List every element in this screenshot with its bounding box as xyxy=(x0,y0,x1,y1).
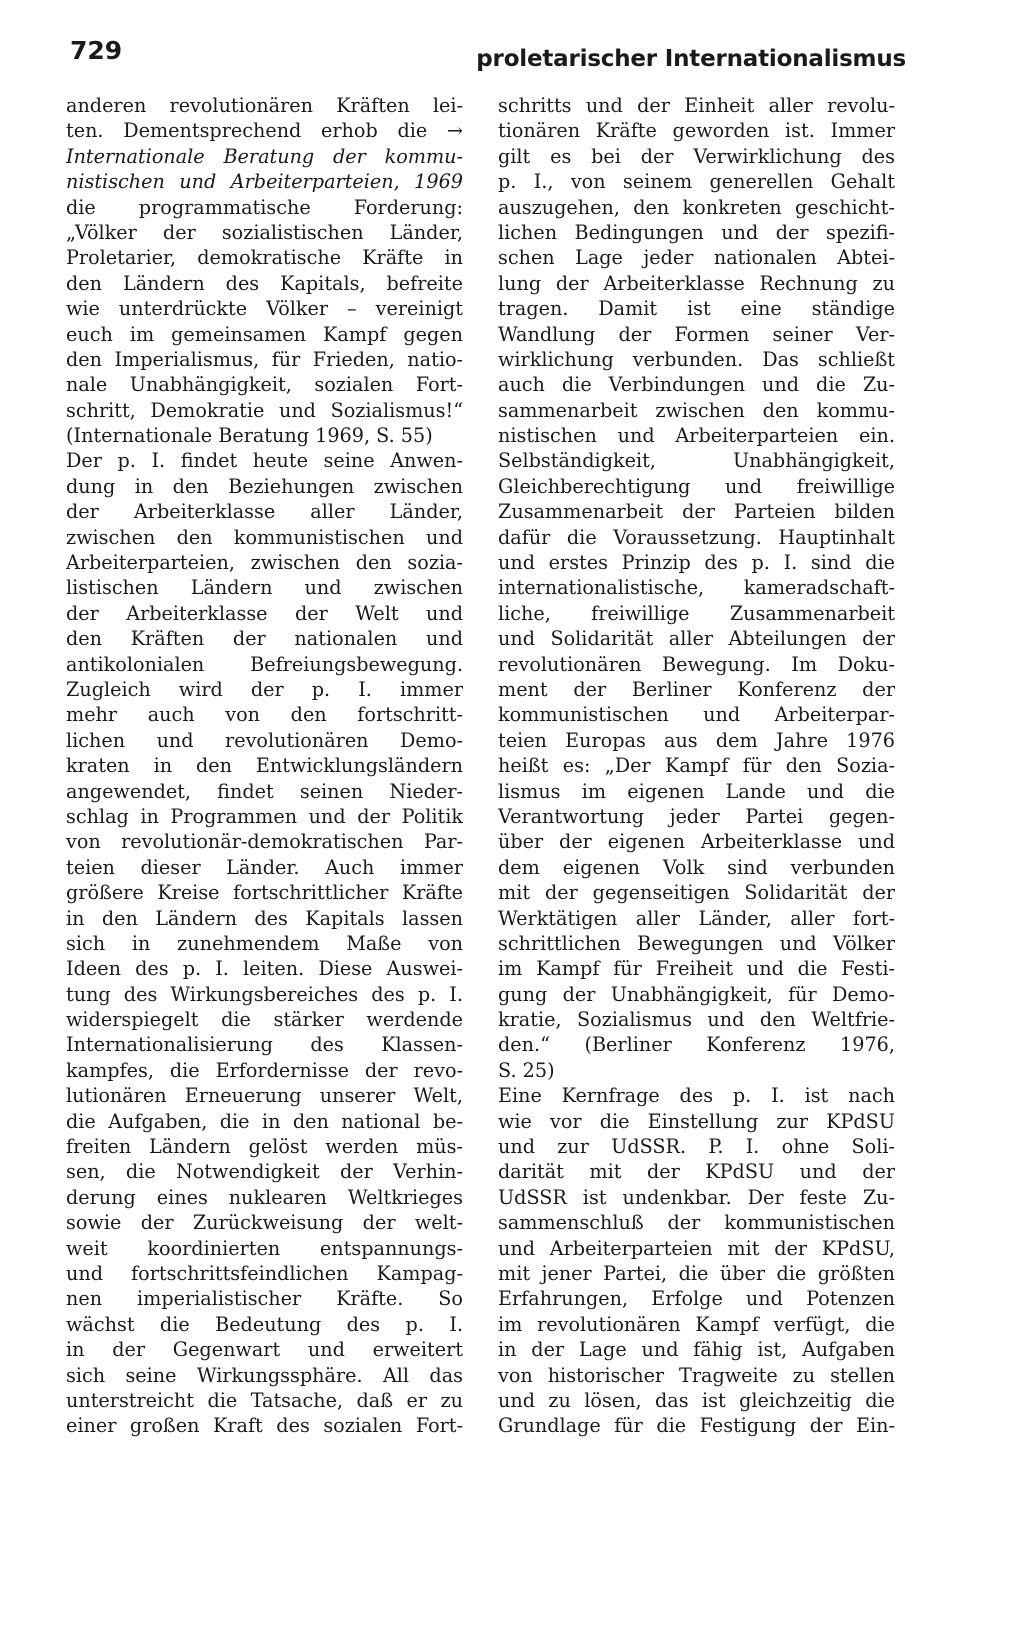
text-line: Verantwortung jeder Partei gegen- xyxy=(498,804,895,828)
text-line: im Kampf für Freiheit und die Festi- xyxy=(498,957,895,981)
text-line: einer großen Kraft des sozialen Fort- xyxy=(66,1414,463,1438)
text-line: kommunistischen und Arbeiterpar- xyxy=(498,703,895,727)
text-line: Wandlung der Formen seiner Ver- xyxy=(498,322,895,346)
text-line: im revolutionären Kampf verfügt, die xyxy=(498,1312,895,1336)
text-line: schrittlichen Bewegungen und Völker xyxy=(498,931,895,955)
text-line: „Völker der sozialistischen Länder, xyxy=(66,220,463,244)
text-line: den Ländern des Kapitals, befreite xyxy=(66,271,463,295)
text-line: liche, freiwillige Zusammenarbeit xyxy=(498,601,895,625)
text-line: von revolutionär-demokratischen Par- xyxy=(66,830,463,854)
text-line: sammenschluß der kommunistischen xyxy=(498,1211,895,1235)
text-line: nale Unabhängigkeit, sozialen Fort- xyxy=(66,373,463,397)
text-line: tung des Wirkungsbereiches des p. I. xyxy=(66,982,463,1006)
text-line: revolutionären Bewegung. Im Doku- xyxy=(498,652,895,676)
text-line: Selbständigkeit, Unabhängigkeit, xyxy=(498,449,895,473)
text-line: S. 25) xyxy=(498,1058,555,1082)
text-line: Internationalisierung des Klassen- xyxy=(66,1033,463,1057)
text-line: sich seine Wirkungssphäre. All das xyxy=(66,1363,463,1387)
text-line: wirklichung verbunden. Das schließt xyxy=(498,347,895,371)
text-line: antikolonialen Befreiungsbewegung. xyxy=(66,652,463,676)
text-line: sen, die Notwendigkeit der Verhin- xyxy=(66,1160,463,1184)
text-line: die Aufgaben, die in den national be- xyxy=(66,1109,463,1133)
text-line: euch im gemeinsamen Kampf gegen xyxy=(66,322,463,346)
text-line: der Arbeiterklasse der Welt und xyxy=(66,601,463,625)
text-line: nistischen und Arbeiterparteien ein. xyxy=(498,424,895,448)
text-line: sammenarbeit zwischen den kommu- xyxy=(498,398,895,422)
text-line: wie unterdrückte Völker – vereinigt xyxy=(66,297,463,321)
text-line: nistischen und Arbeiterparteien, 1969 xyxy=(66,170,463,194)
text-line: Ideen des p. I. leiten. Diese Auswei- xyxy=(66,957,463,981)
text-line: Grundlage für die Festigung der Ein- xyxy=(498,1414,895,1438)
text-line: schlag in Programmen und der Politik xyxy=(66,804,463,828)
page-number: 729 xyxy=(70,36,123,65)
text-line: derung eines nuklearen Weltkrieges xyxy=(66,1185,463,1209)
text-line: auch die Verbindungen und die Zu- xyxy=(498,373,895,397)
text-line: kampfes, die Erfordernisse der revo- xyxy=(66,1058,463,1082)
text-line: kraten in den Entwicklungsländern xyxy=(66,754,463,778)
text-line: in der Lage und fähig ist, Aufgaben xyxy=(498,1338,895,1362)
text-line: gung der Unabhängigkeit, für Demo- xyxy=(498,982,895,1006)
text-line: auszugehen, den konkreten geschicht- xyxy=(498,195,895,219)
text-line: dem eigenen Volk sind verbunden xyxy=(498,855,895,879)
text-line: von historischer Tragweite zu stellen xyxy=(498,1363,895,1387)
text-line: ment der Berliner Konferenz der xyxy=(498,677,895,701)
text-line: der Arbeiterklasse aller Länder, xyxy=(66,500,463,524)
text-line: schen Lage jeder nationalen Abtei- xyxy=(498,246,895,270)
text-line: tionären Kräfte geworden ist. Immer xyxy=(498,119,895,143)
text-line: Werktätigen aller Länder, aller fort- xyxy=(498,906,895,930)
text-line: lutionären Erneuerung unserer Welt, xyxy=(66,1084,463,1108)
text-line: kratie, Sozialismus und den Weltfrie- xyxy=(498,1008,895,1032)
text-line: und Arbeiterparteien mit der KPdSU, xyxy=(498,1236,895,1260)
text-line: dung in den Beziehungen zwischen xyxy=(66,474,463,498)
text-line: sich in zunehmendem Maße von xyxy=(66,931,463,955)
text-line: wächst die Bedeutung des p. I. xyxy=(66,1312,463,1336)
text-line: teien Europas aus dem Jahre 1976 xyxy=(498,728,895,752)
text-line: in der Gegenwart und erweitert xyxy=(66,1338,463,1362)
text-line: und zur UdSSR. P. I. ohne Soli- xyxy=(498,1135,895,1159)
text-line: über der eigenen Arbeiterklasse und xyxy=(498,830,895,854)
text-line: teien dieser Länder. Auch immer xyxy=(66,855,463,879)
text-line: die programmatische Forderung: xyxy=(66,195,463,219)
text-line: und fortschrittsfeindlichen Kampag- xyxy=(66,1261,463,1285)
text-line: ten. Dementsprechend erhob die → xyxy=(66,119,463,143)
text-line: lismus im eigenen Lande und die xyxy=(498,779,895,803)
text-line: nen imperialistischer Kräfte. So xyxy=(66,1287,463,1311)
text-line: tragen. Damit ist eine ständige xyxy=(498,297,895,321)
text-line: freiten Ländern gelöst werden müs- xyxy=(66,1135,463,1159)
text-line: UdSSR ist undenkbar. Der feste Zu- xyxy=(498,1185,895,1209)
text-line: schritts und der Einheit aller revolu- xyxy=(498,94,895,117)
text-line: Erfahrungen, Erfolge und Potenzen xyxy=(498,1287,895,1311)
text-line: Gleichberechtigung und freiwillige xyxy=(498,474,895,498)
text-line: Der p. I. findet heute seine Anwen- xyxy=(66,449,463,473)
text-line: Proletarier, demokratische Kräfte in xyxy=(66,246,463,270)
text-line: Zusammenarbeit der Parteien bilden xyxy=(498,500,895,524)
text-line: lung der Arbeiterklasse Rechnung zu xyxy=(498,271,895,295)
text-line: gilt es bei der Verwirklichung des xyxy=(498,144,895,168)
text-line: anderen revolutionären Kräften lei- xyxy=(66,94,463,117)
text-line: dafür die Voraussetzung. Hauptinhalt xyxy=(498,525,895,549)
running-head: proletarischer Internationalismus xyxy=(476,46,906,72)
text-line: mit der gegenseitigen Solidarität der xyxy=(498,881,895,905)
text-line: und Solidarität aller Abteilungen der xyxy=(498,627,895,651)
text-line: mit jener Partei, die über die größten xyxy=(498,1261,895,1285)
text-line: Internationale Beratung der kommu- xyxy=(66,144,463,168)
text-line: sowie der Zurückweisung der welt- xyxy=(66,1211,463,1235)
text-line: lichen Bedingungen und der spezifi- xyxy=(498,220,895,244)
text-line: und zu lösen, das ist gleichzeitig die xyxy=(498,1388,895,1412)
text-line: schritt, Demokratie und Sozialismus!“ xyxy=(66,398,463,422)
text-line: in den Ländern des Kapitals lassen xyxy=(66,906,463,930)
text-line: mehr auch von den fortschritt- xyxy=(66,703,463,727)
text-line: zwischen den kommunistischen und xyxy=(66,525,463,549)
text-line: (Internationale Beratung 1969, S. 55) xyxy=(66,424,433,448)
text-line: Zugleich wird der p. I. immer xyxy=(66,677,463,701)
text-line: heißt es: „Der Kampf für den Sozia- xyxy=(498,754,895,778)
text-column-right xyxy=(498,93,895,1439)
text-line: internationalistische, kameradschaft- xyxy=(498,576,895,600)
text-line: Arbeiterparteien, zwischen den sozia- xyxy=(66,551,463,575)
text-line: darität mit der KPdSU und der xyxy=(498,1160,895,1184)
text-line: unterstreicht die Tatsache, daß er zu xyxy=(66,1388,463,1412)
text-line: lichen und revolutionären Demo- xyxy=(66,728,463,752)
text-line: p. I., von seinem generellen Gehalt xyxy=(498,170,895,194)
text-line: wie vor die Einstellung zur KPdSU xyxy=(498,1109,895,1133)
text-line: widerspiegelt die stärker werdende xyxy=(66,1008,463,1032)
text-line: listischen Ländern und zwischen xyxy=(66,576,463,600)
text-line: angewendet, findet seinen Nieder- xyxy=(66,779,463,803)
text-line: und erstes Prinzip des p. I. sind die xyxy=(498,551,895,575)
text-line: den Kräften der nationalen und xyxy=(66,627,463,651)
text-line: den Imperialismus, für Frieden, natio- xyxy=(66,347,463,371)
text-line: den.“ (Berliner Konferenz 1976, xyxy=(498,1033,895,1057)
text-line: größere Kreise fortschrittlicher Kräfte xyxy=(66,881,463,905)
text-line: Eine Kernfrage des p. I. ist nach xyxy=(498,1084,895,1108)
text-line: weit koordinierten entspannungs- xyxy=(66,1236,463,1260)
text-column-left xyxy=(66,93,463,1439)
